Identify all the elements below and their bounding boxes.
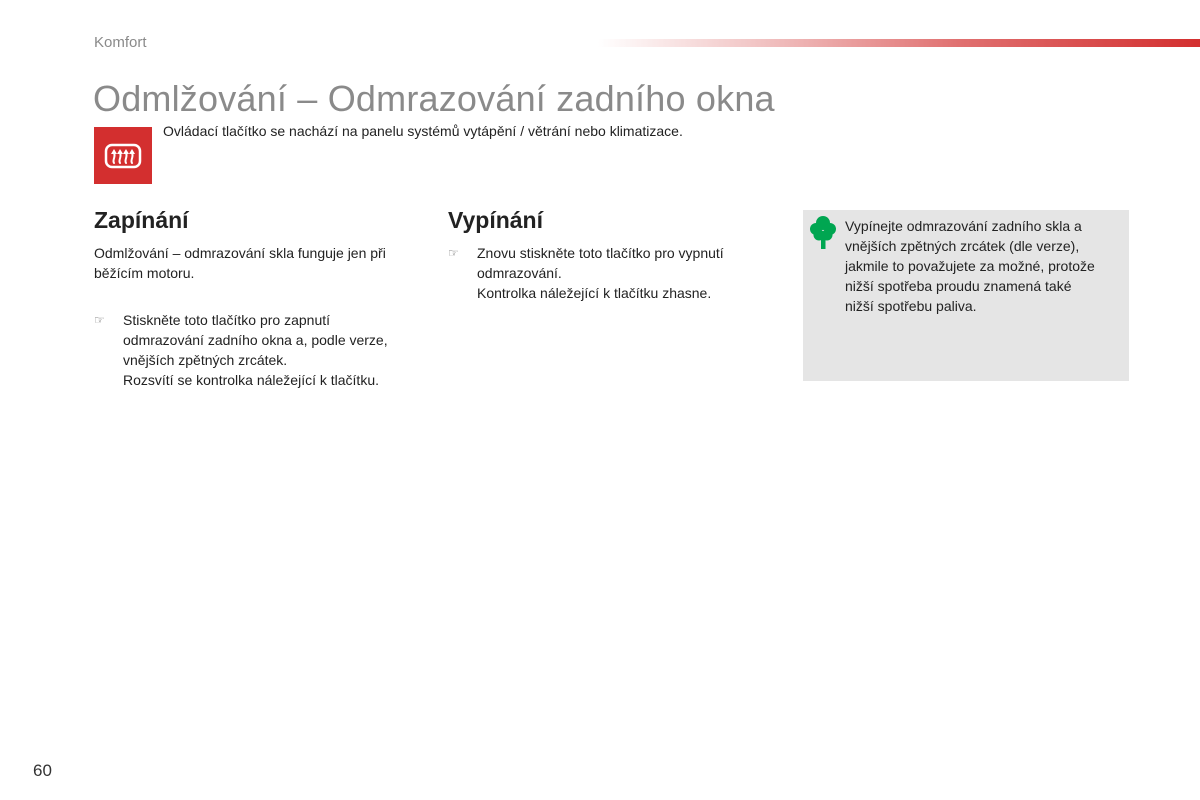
on-section [94, 207, 424, 390]
page-title: Odmlžování – Odmrazování zadního okna [93, 78, 775, 119]
on-bullet [94, 310, 424, 390]
off-heading: Vypínání [448, 207, 543, 233]
off-bullet-line: odmrazování. [477, 265, 562, 281]
eco-tip-box [803, 210, 1129, 381]
on-paragraph: Odmlžování – odmrazování skla funguje jen při běžícím motoru. [94, 245, 386, 281]
section-label: Komfort [94, 34, 147, 51]
on-bullet-line: vnějších zpětných zrcátek. [123, 352, 288, 368]
eco-tip-line: Vypínejte odmrazování zadního skla a [845, 218, 1082, 234]
eco-tip-text [845, 216, 1115, 316]
off-bullet-line: Kontrolka náležející k tlačítku zhasne. [477, 285, 712, 301]
eco-tree-icon [810, 215, 836, 249]
on-bullet-line: Stiskněte toto tlačítko pro zapnutí [123, 312, 331, 328]
on-heading: Zapínání [94, 207, 189, 233]
eco-tip-line: jakmile to považujete za možné, protože [845, 258, 1095, 274]
eco-tip-line: nižší spotřebu paliva. [845, 298, 977, 314]
eco-tip-line: nižší spotřeba proudu znamená také [845, 278, 1072, 294]
on-bullet-line: odmrazování zadního okna a, podle verze, [123, 332, 388, 348]
off-section [448, 207, 778, 303]
header-accent-bar [598, 39, 1200, 47]
bullet-marker-icon: ☞ [94, 313, 105, 327]
page-number: 60 [33, 761, 52, 780]
off-bullet-line: Znovu stiskněte toto tlačítko pro vypnutí [477, 245, 724, 261]
eco-tip-line: vnějších zpětných zrcátek (dle verze), [845, 238, 1080, 254]
off-bullet [448, 243, 778, 303]
on-bullet-line: Rozsvítí se kontrolka náležející k tlačítku. [123, 372, 379, 388]
intro-text: Ovládací tlačítko se nachází na panelu systémů vytápění / větrání nebo klimatizace. [163, 123, 683, 139]
rear-defrost-icon [94, 127, 152, 184]
bullet-marker-icon: ☞ [448, 246, 459, 260]
